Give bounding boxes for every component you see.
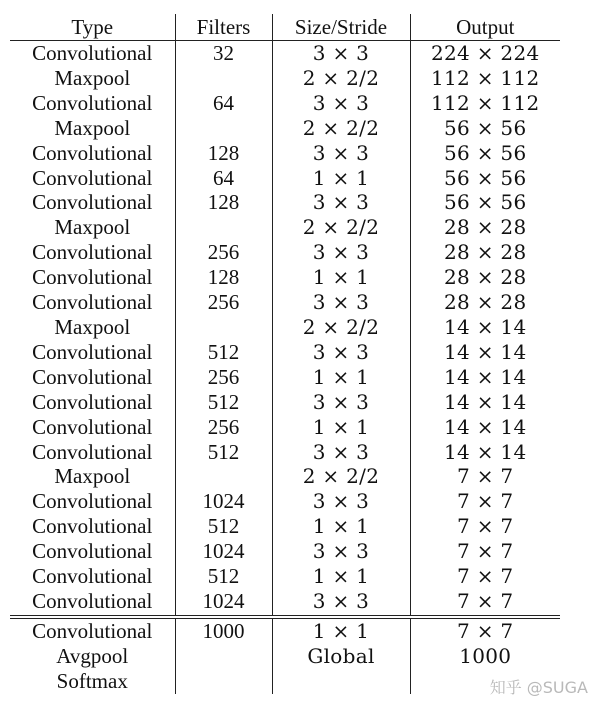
cell-type: Convolutional [32, 514, 153, 539]
cell-filters: 256 [175, 290, 272, 315]
cell-output: 28 × 28 [410, 265, 560, 290]
table-row [10, 489, 560, 514]
cell-size-stride: 3 × 3 [272, 41, 410, 66]
cell-type: Convolutional [32, 290, 153, 315]
table-row [10, 215, 560, 240]
cell-type: Convolutional [32, 588, 153, 613]
cell-type: Convolutional [32, 414, 153, 439]
table-row [10, 644, 560, 669]
cell-type: Avgpool [56, 643, 129, 668]
cell-filters [175, 66, 272, 91]
table-row [10, 240, 560, 265]
cell-output: 56 × 56 [410, 116, 560, 141]
cell-output: 14 × 14 [410, 440, 560, 465]
table-row [10, 141, 560, 166]
cell-filters: 128 [175, 265, 272, 290]
cell-type: Maxpool [54, 65, 131, 90]
watermark: 知乎 @SUGA [489, 678, 588, 697]
table-row [10, 440, 560, 465]
cell-type: Convolutional [32, 240, 153, 265]
table-body-main [10, 41, 560, 617]
cell-type: Convolutional [32, 190, 153, 215]
cell-type: Maxpool [54, 115, 131, 140]
cell-size-stride: 2 × 2/2 [272, 315, 410, 340]
table-row [10, 91, 560, 116]
cell-type: Convolutional [32, 41, 153, 65]
header-output: Output [410, 14, 560, 41]
cell-output: 7 × 7 [410, 514, 560, 539]
cell-output: 14 × 14 [410, 315, 560, 340]
cell-output: 14 × 14 [410, 365, 560, 390]
table-row [10, 41, 560, 66]
cell-size-stride: 2 × 2/2 [272, 464, 410, 489]
cell-type: Convolutional [32, 265, 153, 290]
cell-type: Convolutional [32, 90, 153, 115]
cell-size-stride: 3 × 3 [272, 440, 410, 465]
cell-filters: 256 [175, 365, 272, 390]
cell-type: Convolutional [32, 389, 153, 414]
cell-size-stride: 3 × 3 [272, 340, 410, 365]
cell-output: 7 × 7 [410, 617, 560, 644]
cell-output: 112 × 112 [410, 66, 560, 91]
cell-size-stride: 3 × 3 [272, 190, 410, 215]
cell-size-stride: 2 × 2/2 [272, 66, 410, 91]
cell-size-stride: 1 × 1 [272, 265, 410, 290]
table-row [10, 589, 560, 617]
cell-output: 7 × 7 [410, 539, 560, 564]
cell-filters: 512 [175, 514, 272, 539]
cell-filters: 512 [175, 390, 272, 415]
table-row [10, 514, 560, 539]
cell-size-stride: 2 × 2/2 [272, 116, 410, 141]
cell-size-stride: 3 × 3 [272, 240, 410, 265]
cell-output: 1000 [410, 644, 560, 669]
cell-output: 224 × 224 [410, 41, 560, 66]
table-row [10, 116, 560, 141]
cell-filters: 512 [175, 564, 272, 589]
cell-filters: 1024 [175, 539, 272, 564]
cell-output: 7 × 7 [410, 589, 560, 617]
table-row [10, 340, 560, 365]
cell-filters [175, 315, 272, 340]
cell-output: 56 × 56 [410, 166, 560, 191]
cell-output: 14 × 14 [410, 340, 560, 365]
table-row [10, 265, 560, 290]
cell-size-stride: 1 × 1 [272, 514, 410, 539]
cell-size-stride: 3 × 3 [272, 539, 410, 564]
cell-output: 7 × 7 [410, 464, 560, 489]
header-type: Type [71, 15, 114, 39]
table-header [10, 14, 560, 41]
cell-type: Maxpool [54, 464, 131, 489]
table-row [10, 669, 560, 694]
network-architecture-table-wrap [10, 14, 560, 694]
cell-output: 56 × 56 [410, 141, 560, 166]
cell-filters: 512 [175, 440, 272, 465]
table-row [10, 66, 560, 91]
cell-output: 56 × 56 [410, 190, 560, 215]
table-row [10, 365, 560, 390]
cell-filters: 64 [175, 91, 272, 116]
cell-filters: 256 [175, 240, 272, 265]
cell-filters: 256 [175, 415, 272, 440]
cell-size-stride [272, 669, 410, 694]
cell-filters: 64 [175, 166, 272, 191]
table-row [10, 290, 560, 315]
cell-output: 7 × 7 [410, 489, 560, 514]
cell-filters [175, 669, 272, 694]
cell-output: 28 × 28 [410, 215, 560, 240]
cell-size-stride: 3 × 3 [272, 489, 410, 514]
cell-filters [175, 464, 272, 489]
cell-size-stride: 1 × 1 [272, 415, 410, 440]
cell-size-stride: Global [272, 644, 410, 669]
cell-type: Convolutional [32, 140, 153, 165]
table-row [10, 564, 560, 589]
cell-filters: 1024 [175, 589, 272, 617]
cell-type: Softmax [56, 668, 128, 693]
table-row [10, 464, 560, 489]
cell-filters: 32 [175, 41, 272, 66]
cell-output: 28 × 28 [410, 290, 560, 315]
cell-filters [175, 215, 272, 240]
cell-type: Convolutional [32, 165, 153, 190]
table-row [10, 539, 560, 564]
cell-size-stride: 3 × 3 [272, 390, 410, 415]
header-size-stride: Size/Stride [272, 14, 410, 41]
cell-size-stride: 3 × 3 [272, 141, 410, 166]
cell-output: 7 × 7 [410, 564, 560, 589]
table-row [10, 190, 560, 215]
table-row [10, 415, 560, 440]
cell-type: Convolutional [32, 364, 153, 389]
cell-size-stride: 3 × 3 [272, 290, 410, 315]
cell-output: 28 × 28 [410, 240, 560, 265]
cell-filters: 1000 [175, 617, 272, 644]
cell-type: Convolutional [10, 617, 175, 644]
table-row [10, 315, 560, 340]
header-row [10, 14, 560, 41]
cell-type: Convolutional [32, 339, 153, 364]
cell-filters [175, 116, 272, 141]
table-body-tail [10, 617, 560, 694]
cell-output: 14 × 14 [410, 415, 560, 440]
cell-type: Maxpool [54, 215, 131, 240]
cell-type: Convolutional [32, 564, 153, 589]
cell-filters: 128 [175, 141, 272, 166]
cell-filters: 512 [175, 340, 272, 365]
cell-filters: 128 [175, 190, 272, 215]
table-row [10, 166, 560, 191]
cell-size-stride: 1 × 1 [272, 617, 410, 644]
cell-size-stride: 1 × 1 [272, 166, 410, 191]
table-row [10, 617, 560, 644]
cell-type: Maxpool [54, 314, 131, 339]
cell-size-stride: 3 × 3 [272, 91, 410, 116]
cell-type: Convolutional [32, 439, 153, 464]
cell-size-stride: 1 × 1 [272, 365, 410, 390]
cell-size-stride: 1 × 1 [272, 564, 410, 589]
header-filters: Filters [175, 14, 272, 41]
cell-output: 14 × 14 [410, 390, 560, 415]
table-row [10, 390, 560, 415]
cell-type: Convolutional [32, 489, 153, 514]
cell-size-stride: 3 × 3 [272, 589, 410, 617]
cell-type: Convolutional [32, 539, 153, 564]
cell-filters: 1024 [175, 489, 272, 514]
cell-size-stride: 2 × 2/2 [272, 215, 410, 240]
cell-output: 112 × 112 [410, 91, 560, 116]
cell-filters [175, 644, 272, 669]
network-architecture-table [10, 14, 560, 694]
